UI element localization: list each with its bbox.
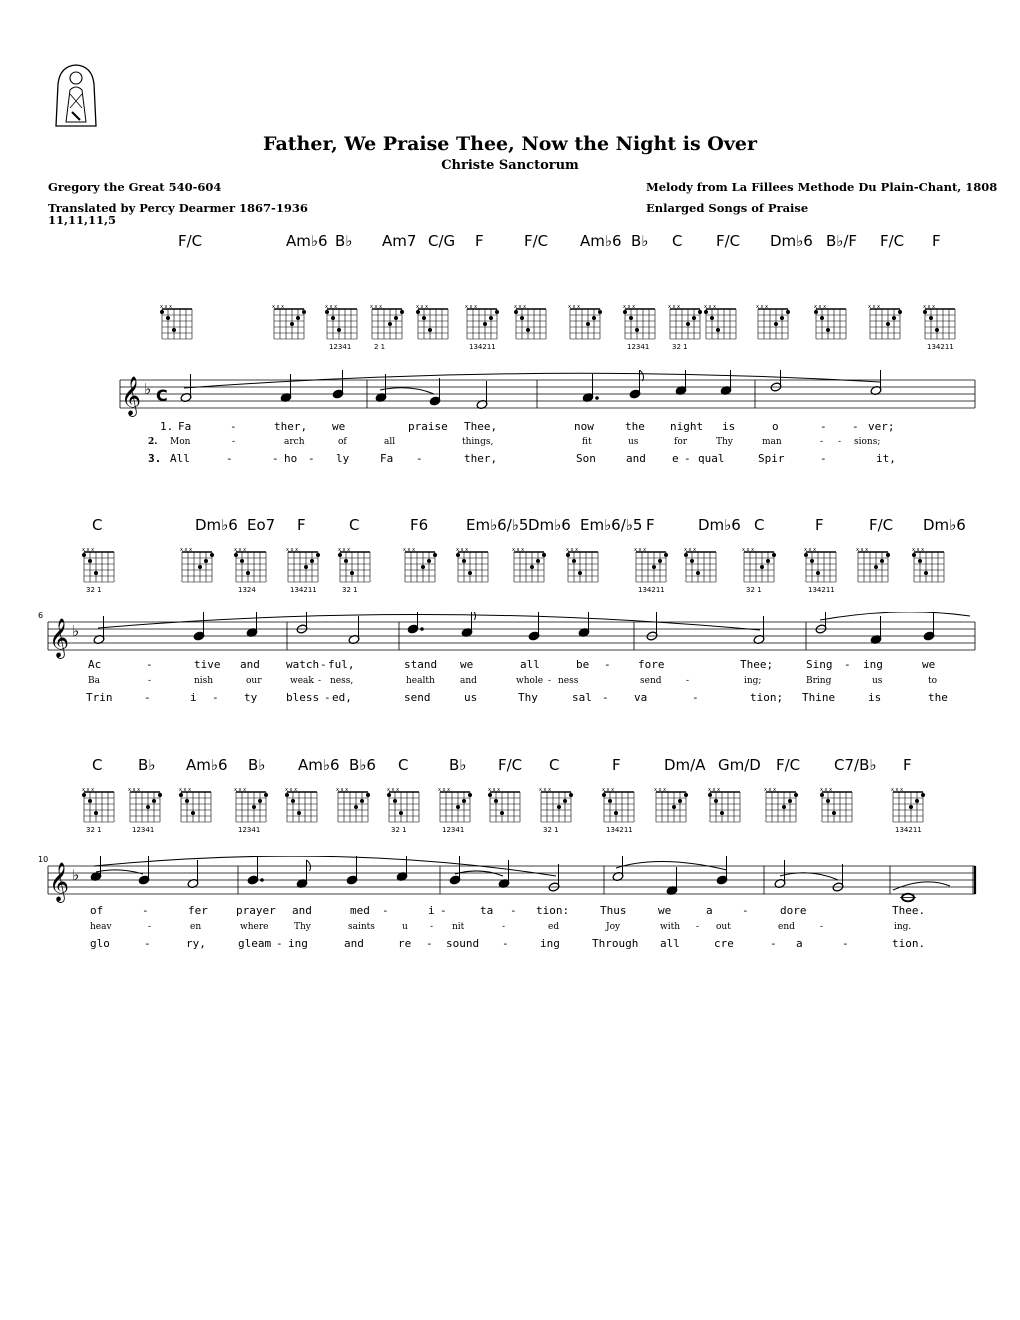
svg-text:C: C — [156, 386, 168, 405]
song-title: Father, We Praise Thee, Now the Night is Over — [263, 133, 757, 155]
chord-diagram — [891, 788, 925, 822]
chord-fingering: 32 1 — [672, 343, 688, 351]
chord-diagram — [539, 788, 573, 822]
chord: Dm/A — [664, 756, 706, 774]
chord: C — [92, 516, 103, 534]
chord: F — [646, 516, 655, 534]
svg-text:x x x: x x x — [234, 788, 247, 793]
chord-fingering: 32 1 — [391, 826, 407, 834]
chord: F — [932, 232, 941, 250]
chord: Dm♭6 — [528, 516, 571, 534]
chord-diagram — [336, 788, 370, 822]
svg-text:x x x: x x x — [128, 788, 141, 793]
chord: B♭ — [335, 232, 353, 250]
chord-diagram — [438, 788, 472, 822]
chord-diagram — [756, 305, 790, 339]
chord-fingering: 12341 — [329, 343, 352, 351]
chord: F/C — [880, 232, 905, 250]
chord-fingering: 2 1 — [374, 343, 386, 351]
chord: F/C — [524, 232, 549, 250]
chord-diagram — [602, 788, 634, 822]
chord: F — [475, 232, 484, 250]
svg-text:x x x: x x x — [180, 548, 193, 553]
chord: Am♭6 — [298, 756, 340, 774]
chord: C7/B♭ — [834, 756, 877, 774]
chord-diagram — [128, 788, 162, 822]
chord: F/C — [178, 232, 203, 250]
svg-text:x x x: x x x — [465, 305, 478, 310]
chord: Em♭6/♭5 — [466, 516, 529, 534]
chord-diagram — [416, 305, 448, 339]
chord: Am7 — [382, 232, 417, 250]
svg-text:x x x: x x x — [856, 548, 869, 553]
svg-text:x x x: x x x — [179, 788, 192, 793]
chord-diagram — [634, 548, 668, 582]
chord-diagram — [286, 548, 320, 582]
angel-logo-icon — [52, 62, 100, 128]
chord-diagram — [868, 305, 902, 339]
chord-diagram — [234, 788, 268, 822]
chord-diagram-row — [0, 548, 1020, 598]
chord-fingering: 134211 — [927, 343, 954, 351]
chord-diagram — [668, 305, 702, 339]
svg-text:x x x: x x x — [634, 548, 647, 553]
svg-text:x x x: x x x — [868, 305, 881, 310]
svg-text:x x x: x x x — [764, 788, 777, 793]
chord-diagram — [234, 548, 266, 582]
translator: Translated by Percy Dearmer 1867-1936 — [48, 201, 308, 215]
chord-fingering: 1324 — [238, 586, 256, 594]
flat-icon: ♭ — [72, 866, 80, 884]
svg-text:x x x: x x x — [403, 548, 416, 553]
chord: F/C — [716, 232, 741, 250]
chord-diagram — [272, 305, 306, 339]
chord: C — [672, 232, 683, 250]
chord-diagram — [82, 788, 114, 822]
chord: F/C — [776, 756, 801, 774]
chord: B♭ — [138, 756, 156, 774]
chord-fingering: 134211 — [808, 586, 835, 594]
chord-fingering: 32 1 — [86, 826, 102, 834]
music-staff-1 — [0, 370, 1020, 430]
svg-text:x x x: x x x — [891, 788, 904, 793]
chord-diagram — [820, 788, 852, 822]
svg-text:x x x: x x x — [488, 788, 501, 793]
chord: F — [612, 756, 621, 774]
chord: Eo7 — [247, 516, 276, 534]
chord: F — [903, 756, 912, 774]
flat-icon: ♭ — [144, 380, 152, 398]
flat-icon: ♭ — [72, 622, 80, 640]
chord-diagram — [82, 548, 114, 582]
chord-diagram — [704, 305, 736, 339]
svg-text:x x x: x x x — [285, 788, 298, 793]
svg-text:x x x: x x x — [804, 548, 817, 553]
chord-diagram-row — [0, 788, 1020, 838]
svg-text:x x x: x x x — [654, 788, 667, 793]
svg-text:x x x: x x x — [539, 788, 552, 793]
chord-diagram — [742, 548, 776, 582]
chord-fingering: 134211 — [606, 826, 633, 834]
chord-fingering: 134211 — [895, 826, 922, 834]
svg-text:x x x: x x x — [704, 305, 717, 310]
chord-diagram — [708, 788, 740, 822]
composer: Melody from La Fillees Methode Du Plain-Chant, 1808 — [646, 180, 998, 194]
svg-text:x x x: x x x — [708, 788, 721, 793]
chord-fingering: 134211 — [469, 343, 496, 351]
chord-diagram — [179, 788, 211, 822]
svg-text:x x x: x x x — [684, 548, 697, 553]
chord-diagram — [387, 788, 419, 822]
chord: F6 — [410, 516, 429, 534]
chord: Dm♭6 — [770, 232, 813, 250]
chord-diagram — [804, 548, 836, 582]
chord-fingering: 134211 — [638, 586, 665, 594]
svg-text:x x x: x x x — [742, 548, 755, 553]
chord-fingering: 12341 — [238, 826, 261, 834]
chord: B♭/F — [826, 232, 858, 250]
treble-clef-icon: 𝄞 — [121, 376, 142, 416]
svg-text:x x x: x x x — [756, 305, 769, 310]
chord-diagram — [465, 305, 499, 339]
chord-diagram-row — [0, 305, 1020, 355]
chord-diagram — [764, 788, 798, 822]
chord-diagram — [856, 548, 890, 582]
chord: C — [349, 516, 360, 534]
measure-number: 6 — [38, 612, 44, 620]
song-subtitle: Christe Sanctorum — [441, 158, 579, 173]
chord-diagram — [456, 548, 488, 582]
chord-diagram — [370, 305, 404, 339]
source: Enlarged Songs of Praise — [646, 201, 809, 215]
svg-text:x x x: x x x — [82, 548, 95, 553]
chord-diagram — [285, 788, 317, 822]
svg-text:x x x: x x x — [370, 305, 383, 310]
chord: C — [549, 756, 560, 774]
svg-text:x x x: x x x — [272, 305, 285, 310]
svg-text:x x x: x x x — [286, 548, 299, 553]
svg-text:x x x: x x x — [512, 548, 525, 553]
svg-text:x x x: x x x — [514, 305, 527, 310]
svg-text:x x x: x x x — [668, 305, 681, 310]
svg-text:x x x: x x x — [325, 305, 338, 310]
svg-text:x x x: x x x — [568, 305, 581, 310]
chord-diagram — [923, 305, 955, 339]
chord: C/G — [428, 232, 456, 250]
treble-clef-icon: 𝄞 — [49, 618, 70, 658]
chord: B♭ — [248, 756, 266, 774]
chord-diagram — [684, 548, 716, 582]
chord: Am♭6 — [286, 232, 328, 250]
svg-text:x x x: x x x — [336, 788, 349, 793]
chord-fingering: 32 1 — [746, 586, 762, 594]
chord-diagram — [654, 788, 688, 822]
chord-fingering: 32 1 — [86, 586, 102, 594]
chord-diagram — [403, 548, 437, 582]
chord: F — [297, 516, 306, 534]
svg-text:x x x: x x x — [814, 305, 827, 310]
svg-text:x x x: x x x — [820, 788, 833, 793]
chord-diagram — [568, 305, 602, 339]
svg-text:x x x: x x x — [82, 788, 95, 793]
chord-diagram — [623, 305, 655, 339]
meter: 11,11,11,5 — [48, 213, 117, 227]
chord-diagram — [512, 548, 546, 582]
chord: Dm♭6 — [195, 516, 238, 534]
chord: F/C — [498, 756, 523, 774]
chord: Dm♭6 — [698, 516, 741, 534]
chord: Gm/D — [718, 756, 761, 774]
chord: B♭6 — [349, 756, 376, 774]
svg-text:x x x: x x x — [602, 788, 615, 793]
svg-text:x x x: x x x — [912, 548, 925, 553]
svg-text:x x x: x x x — [438, 788, 451, 793]
chord: F/C — [869, 516, 894, 534]
svg-text:x x x: x x x — [234, 548, 247, 553]
chord-fingering: 32 1 — [342, 586, 358, 594]
chord: Em♭6/♭5 — [580, 516, 643, 534]
svg-text:x x x: x x x — [160, 305, 173, 310]
chord-diagram — [160, 305, 192, 339]
chord-diagram — [180, 548, 214, 582]
svg-text:x x x: x x x — [923, 305, 936, 310]
chord-diagram — [488, 788, 520, 822]
chord-fingering: 32 1 — [543, 826, 559, 834]
chord-fingering: 12341 — [627, 343, 650, 351]
chord: C — [92, 756, 103, 774]
chord-diagram — [325, 305, 357, 339]
svg-text:x x x: x x x — [623, 305, 636, 310]
chord-fingering: 12341 — [132, 826, 155, 834]
chord-diagram — [814, 305, 846, 339]
chord: Dm♭6 — [923, 516, 966, 534]
svg-text:x x x: x x x — [338, 548, 351, 553]
chord-diagram — [566, 548, 598, 582]
chord-diagram — [514, 305, 546, 339]
chord: F — [815, 516, 824, 534]
chord: C — [398, 756, 409, 774]
svg-text:x x x: x x x — [387, 788, 400, 793]
treble-clef-icon: 𝄞 — [49, 862, 70, 902]
chord: B♭ — [449, 756, 467, 774]
chord-diagram — [338, 548, 370, 582]
measure-number: 10 — [38, 856, 49, 864]
chord-fingering: 12341 — [442, 826, 465, 834]
svg-text:x x x: x x x — [456, 548, 469, 553]
svg-text:x x x: x x x — [566, 548, 579, 553]
chord: C — [754, 516, 765, 534]
chord: Am♭6 — [186, 756, 228, 774]
chord: B♭ — [631, 232, 649, 250]
chord-fingering: 134211 — [290, 586, 317, 594]
chord-diagram — [912, 548, 944, 582]
svg-text:x x x: x x x — [416, 305, 429, 310]
chord: Am♭6 — [580, 232, 622, 250]
author: Gregory the Great 540-604 — [48, 180, 222, 194]
